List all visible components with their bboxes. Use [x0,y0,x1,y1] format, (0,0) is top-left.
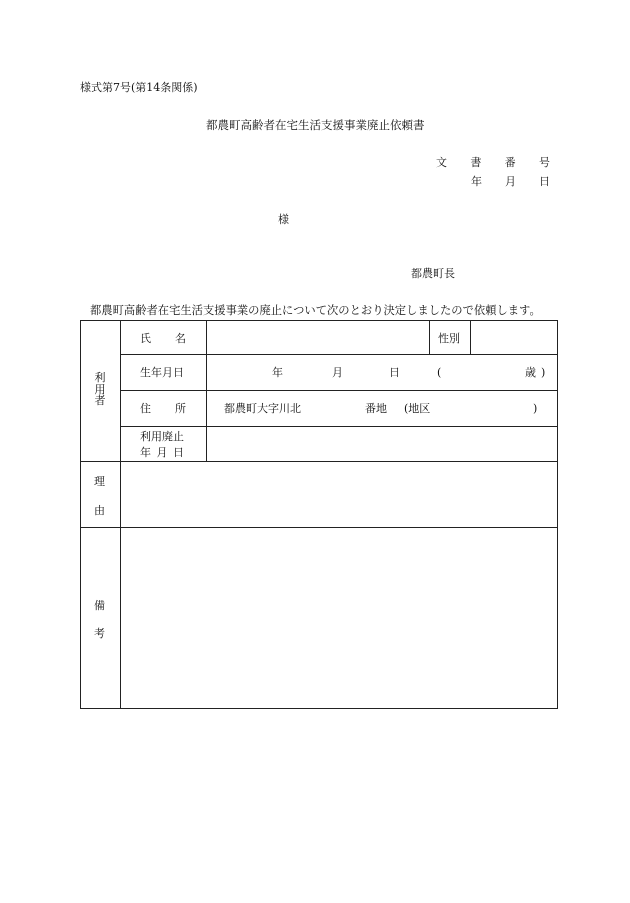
end-date-field[interactable] [207,427,557,461]
dob-label: 生年月日 [140,366,184,379]
intro-text: 都農町高齢者在宅生活支援事業の廃止について次のとおり決定しましたので依頼します。 [90,304,541,317]
address-banchi: 番地 [365,402,387,415]
dob-year-unit: 年 [272,366,283,379]
address-label: 住 所 [140,402,186,415]
doc-date-label: 年 月 日 [471,175,550,188]
document-title: 都農町高齢者在宅生活支援事業廃止依頼書 [206,118,425,132]
recipient-honorific: 様 [278,213,289,226]
dob-month-unit: 月 [332,366,343,379]
reason-label-1: 理 [94,475,105,488]
user-group-label: 利 用 者 [94,371,106,408]
address-district-open: (地区 [404,402,431,415]
remarks-field[interactable] [121,528,557,708]
remarks-label-2: 考 [94,627,105,640]
gender-label: 性別 [438,332,460,345]
address-district-close: ) [533,402,538,415]
age-close-paren: ) [541,366,546,379]
address-field[interactable] [207,391,557,426]
reason-field[interactable] [121,462,557,527]
name-field[interactable] [207,321,429,354]
end-date-label-line1: 利用廃止 [140,430,184,443]
doc-number-label: 文 書 番 号 [436,156,550,169]
age-open-paren: ( [437,366,442,379]
address-prefix: 都農町大字川北 [224,402,301,415]
reason-label-2: 由 [94,504,105,517]
name-label: 氏 名 [140,332,186,345]
gender-field[interactable] [471,321,557,354]
remarks-label-1: 備 [94,599,105,612]
dob-field[interactable] [207,355,557,390]
form-number: 様式第7号(第14条関係) [80,81,198,94]
age-unit: 歳 [525,366,536,379]
end-date-label-line2: 年 月 日 [140,446,184,459]
sender-name: 都農町長 [411,267,455,280]
dob-day-unit: 日 [389,366,400,379]
